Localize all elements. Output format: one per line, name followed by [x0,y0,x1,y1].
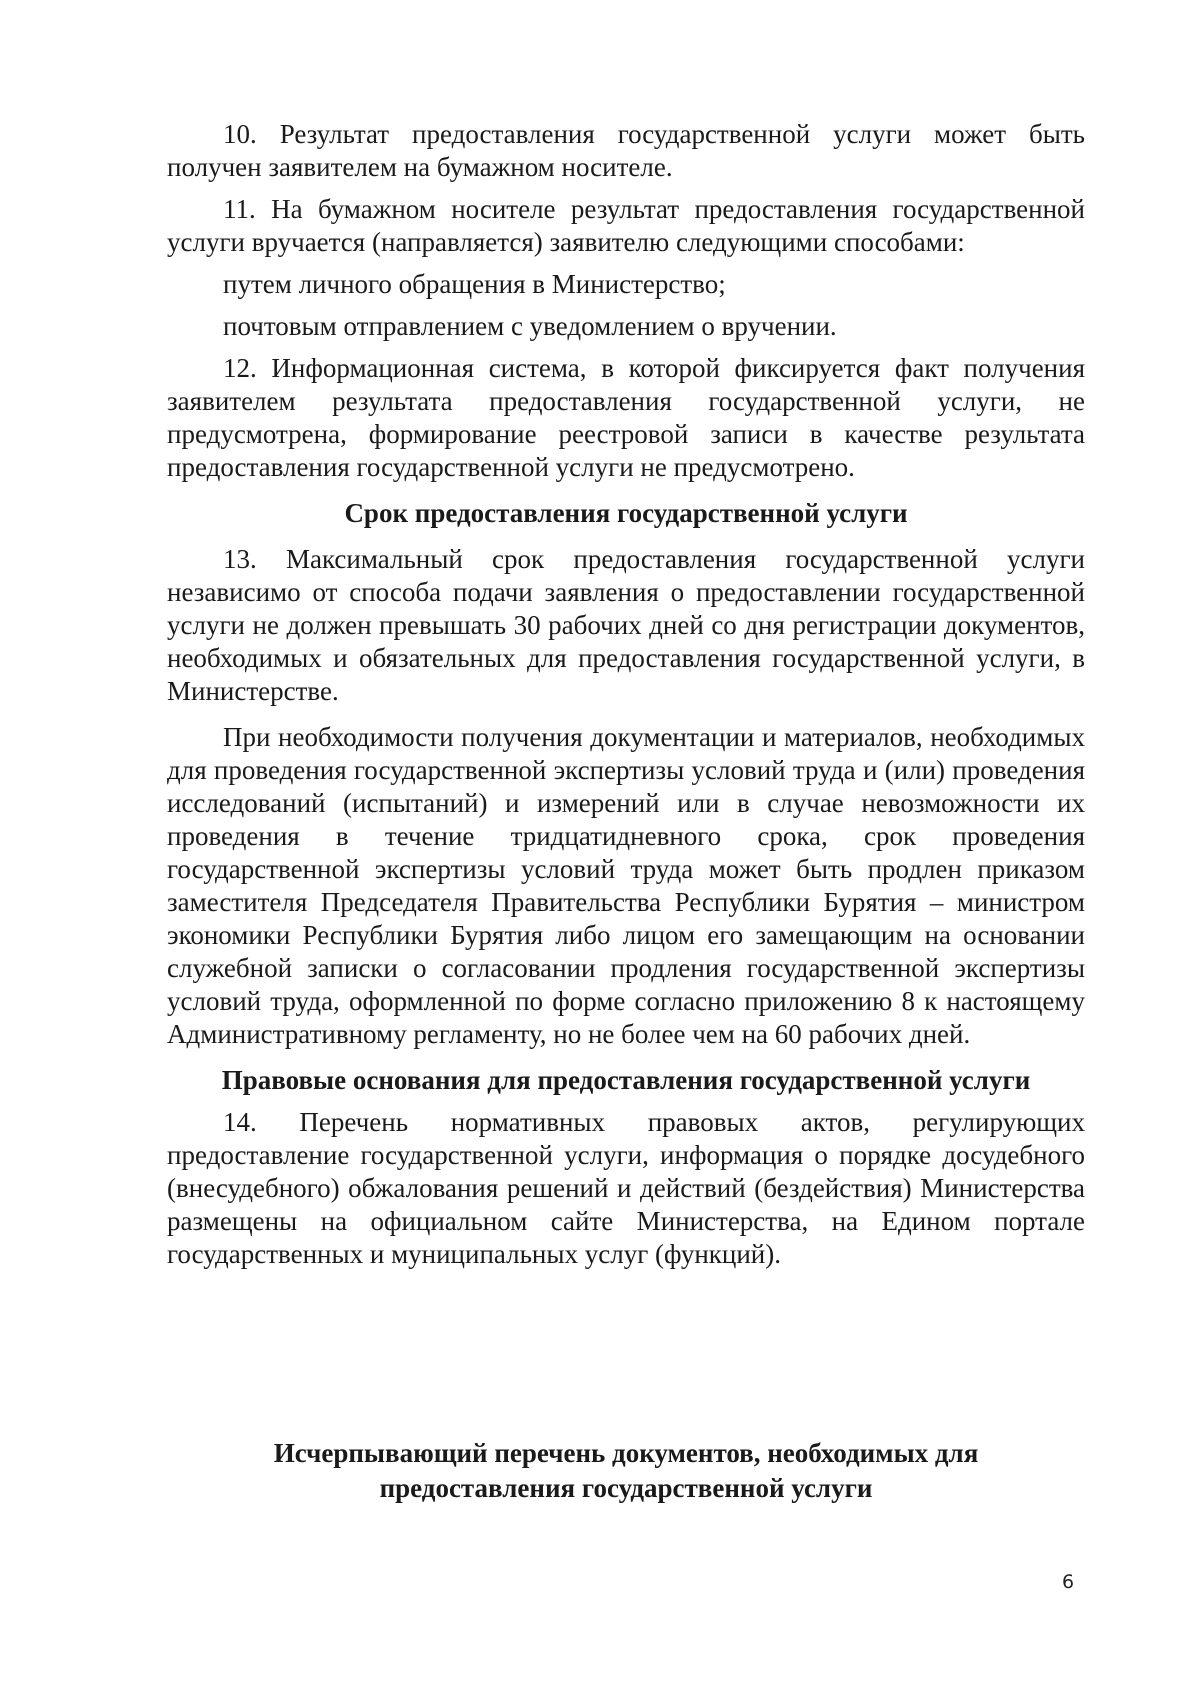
paragraph-14: 14. Перечень нормативных правовых актов, регулирующих предоставление государственной услуги, информация о порядке досудебного (внесудебного) обжалования решений и действий (бездействия) Министерства размещены на официальном сайте Министерства, на Едином портале государственных и муниципальных услуг (функций). [167,1107,1085,1269]
document-page [167,118,1085,1271]
paragraph-11-item-postal: почтовым отправлением с уведомлением о вручении. [223,311,837,341]
heading-documents [167,1436,1085,1506]
page-number: 6 [1062,1571,1075,1593]
paragraph-12: 12. Информационная система, в которой фиксируется факт получения заявителем результата предоставления государственной услуги, не предусмотрена, формирование реестровой записи в качестве результата предоставления государственной услуги не предусмотрено. [167,353,1085,482]
heading-documents-line-2: предоставления государственной услуги [379,1473,873,1503]
paragraph-11-item-personal: путем личного обращения в Министерство; [223,269,726,299]
paragraph-13-extension: При необходимости получения документации и материалов, необходимых для проведения государственной экспертизы условий труда и (или) проведения исследований (испытаний) и измерений или в случае невозможности их проведения в течение тридцатидневного срока, срок проведения государственной экспертизы условий труда может быть продлен приказом заместителя Председателя Правительства Республики Бурятия – министром экономики Республики Бурятия либо лицом его замещающим на основании служебной записки о согласовании продления государственной экспертизы условий труда, оформленной по форме согласно приложению 8 к настоящему Административному регламенту, но не более чем на 60 рабочих дней. [167,722,1085,1049]
paragraph-13: 13. Максимальный срок предоставления государственной услуги независимо от способа подачи заявления о предоставлении государственной услуги не должен превышать 30 рабочих дней со дня регистрации документов, необходимых и обязательных для предоставления государственной услуги, в Министерстве. [167,544,1085,706]
heading-term: Срок предоставления государственной услуги [344,498,908,528]
paragraph-10: 10. Результат предоставления государственной услуги может быть получен заявителем на бумажном носителе. [167,119,1085,182]
heading-legal-basis: Правовые основания для предоставления государственной услуги [221,1065,1031,1095]
heading-documents-line-1: Исчерпывающий перечень документов, необходимых для [273,1438,979,1468]
paragraph-11: 11. На бумажном носителе результат предоставления государственной услуги вручается (направляется) заявителю следующими способами: [167,194,1085,257]
